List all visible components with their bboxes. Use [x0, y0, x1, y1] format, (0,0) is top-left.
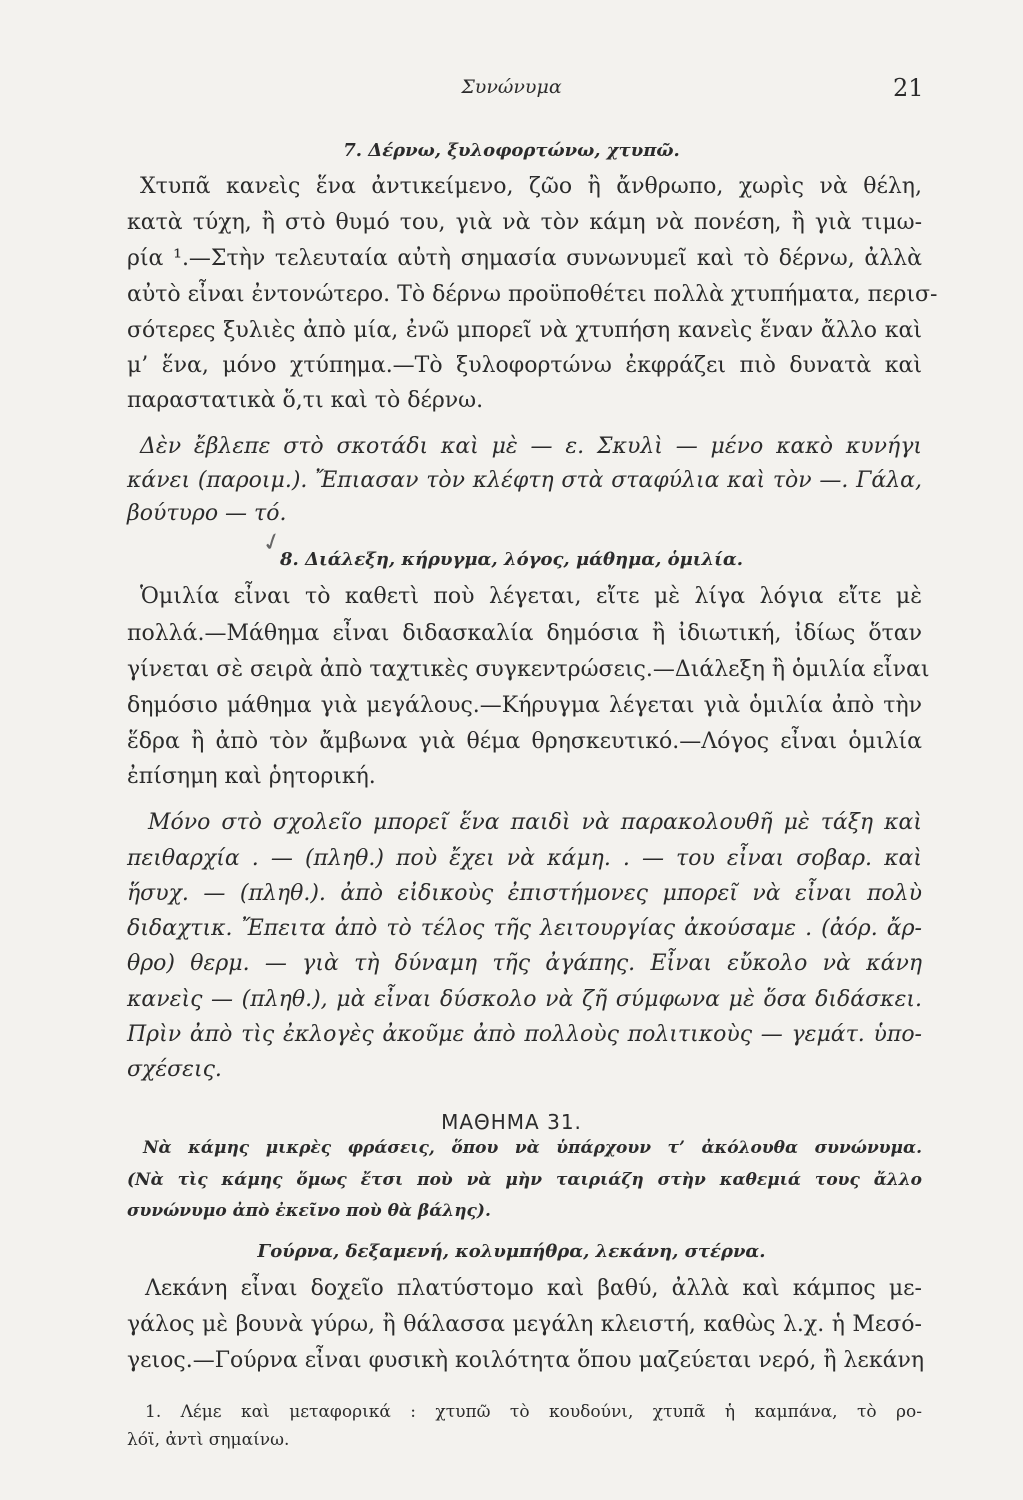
s7-line-4: αὐτὸ εἶναι ἐντονώτερο. Τὸ δέρνω προϋποθέτει πολλὰ χτυπήματα, περισ-	[127, 282, 938, 307]
section-7-heading: 7. Δέρνω, ξυλοφορτώνω, χτυπῶ.	[343, 140, 680, 161]
footnote-line-1: 1. Λέμε καὶ μεταφορικά : χτυπῶ τὸ κουδούνι, χτυπᾶ ἡ καμπάνα, τὸ ρο-	[145, 1402, 922, 1422]
s7-line-1: Χτυπᾶ κανεὶς ἕνα ἀντικείμενο, ζῶο ἢ ἄνθρωπο, χωρὶς νὰ θέλη,	[140, 174, 922, 199]
lesson-31-instruction-2: (Νὰ τὶς κάμης ὅμως ἔτσι ποὺ νὰ μὴν ταιριάζη στὴν καθεμιά τους ἄλλο	[127, 1170, 922, 1190]
s7-exercise-3: βούτυρο — τό.	[127, 501, 287, 526]
s8-line-4: δημόσιο μάθημα γιὰ μεγάλους.—Κήρυγμα λέγεται γιὰ ὁμιλία ἀπὸ τὴν	[127, 693, 922, 718]
s7-exercise-1: Δὲν ἔβλεπε στὸ σκοτάδι καὶ μὲ — ε. Σκυλὶ — μένο κακὸ κυνήγι	[140, 434, 922, 459]
running-title: Συνώνυμα	[461, 76, 562, 98]
lesson-31-instruction-1: Νὰ κάμης μικρὲς φράσεις, ὅπου νὰ ὑπάρχουν τ’ ἀκόλουθα συνώνυμα.	[143, 1138, 922, 1158]
s8-exercise-3: ἥσυχ. — (πληθ.). ἀπὸ εἰδικοὺς ἐπιστήμονες μπορεῖ νὰ εἶναι πολὺ	[127, 881, 922, 906]
s8-line-5: ἕδρα ἢ ἀπὸ τὸν ἄμβωνα γιὰ θέμα θρησκευτικό.—Λόγος εἶναι ὁμιλία	[127, 729, 922, 754]
s8-exercise-8: σχέσεις.	[127, 1057, 222, 1082]
section-8-heading: 8. Διάλεξη, κήρυγμα, λόγος, μάθημα, ὁμιλία.	[280, 549, 743, 570]
s8-line-6: ἐπίσημη καὶ ῥητορική.	[127, 764, 376, 789]
s8-exercise-7: Πρὶν ἀπὸ τὶς ἐκλογὲς ἀκοῦμε ἀπὸ πολλοὺς πολιτικοὺς — γεμάτ. ὑπο-	[127, 1022, 922, 1047]
page-number: 21	[893, 74, 924, 102]
s8-exercise-2: πειθαρχία . — (πληθ.) ποὺ ἔχει νὰ κάμη. . — του εἶναι σοβαρ. καὶ	[127, 846, 922, 871]
s8-exercise-1: Μόνο στὸ σχολεῖο μπορεῖ ἕνα παιδὶ νὰ παρακολουθῆ μὲ τάξη καὶ	[148, 810, 922, 835]
s7-line-5: σότερες ξυλιὲς ἀπὸ μία, ἐνῶ μπορεῖ νὰ χτυπήση κανεὶς ἕναν ἄλλο καὶ	[127, 318, 922, 343]
s7-line-2: κατὰ τύχη, ἢ στὸ θυμό του, γιὰ νὰ τὸν κάμη νὰ πονέση, ἢ γιὰ τιμω-	[127, 210, 922, 235]
s8-line-3: γίνεται σὲ σειρὰ ἀπὸ ταχτικὲς συγκεντρώσεις.—Διάλεξη ἢ ὁμιλία εἶναι	[127, 657, 930, 682]
s7-line-3: ρία ¹.—Στὴν τελευταία αὐτὴ σημασία συνωνυμεῖ καὶ τὸ δέρνω, ἀλλὰ	[127, 246, 922, 271]
lesson-31-line-2: γάλος μὲ βουνὰ γύρω, ἢ θάλασσα μεγάλη κλειστή, καθὼς λ.χ. ἡ Μεσό-	[127, 1312, 922, 1337]
s8-exercise-4: διδαχτικ. Ἔπειτα ἀπὸ τὸ τέλος τῆς λειτουργίας ἀκούσαμε . (ἀόρ. ἄρ-	[127, 916, 922, 941]
lesson-31-line-3: γειος.—Γούρνα εἶναι φυσικὴ κοιλότητα ὅπου μαζεύεται νερό, ἢ λεκάνη	[127, 1348, 924, 1373]
s7-line-7: παραστατικὰ ὅ,τι καὶ τὸ δέρνω.	[127, 388, 484, 413]
s8-line-1: Ὁμιλία εἶναι τὸ καθετὶ ποὺ λέγεται, εἴτε μὲ λίγα λόγια εἴτε μὲ	[140, 584, 922, 609]
check-mark-annotation: ✓	[258, 525, 286, 559]
s8-exercise-5: θρο) θερμ. — γιὰ τὴ δύναμη τῆς ἀγάπης. Εἶναι εὔκολο νὰ κάνη	[127, 951, 922, 976]
footnote-line-2: λόϊ, ἀντὶ σημαίνω.	[127, 1430, 290, 1450]
s7-exercise-2: κάνει (παροιμ.). Ἔπιασαν τὸν κλέφτη στὰ σταφύλια καὶ τὸν —. Γάλα,	[127, 468, 922, 493]
s8-exercise-6: κανεὶς — (πληθ.), μὰ εἶναι δύσκολο νὰ ζῆ σύμφωνα μὲ ὅσα διδάσκει.	[127, 987, 922, 1012]
lesson-31-subheading: Γούρνα, δεξαμενή, κολυμπήθρα, λεκάνη, στέρνα.	[257, 1241, 766, 1262]
s7-line-6: μ’ ἕνα, μόνο χτύπημα.—Τὸ ξυλοφορτώνω ἐκφράζει πιὸ δυνατὰ καὶ	[127, 353, 922, 378]
s8-line-2: πολλά.—Μάθημα εἶναι διδασκαλία δημόσια ἢ ἰδιωτική, ἰδίως ὅταν	[127, 621, 922, 646]
lesson-31-instruction-3: συνώνυμο ἀπὸ ἐκεῖνο ποὺ θὰ βάλης).	[127, 1201, 491, 1221]
lesson-31-title: ΜΑΘΗΜΑ 31.	[441, 1110, 582, 1134]
lesson-31-line-1: Λεκάνη εἶναι δοχεῖο πλατύστομο καὶ βαθύ, ἀλλὰ καὶ κάμπος με-	[145, 1276, 922, 1301]
